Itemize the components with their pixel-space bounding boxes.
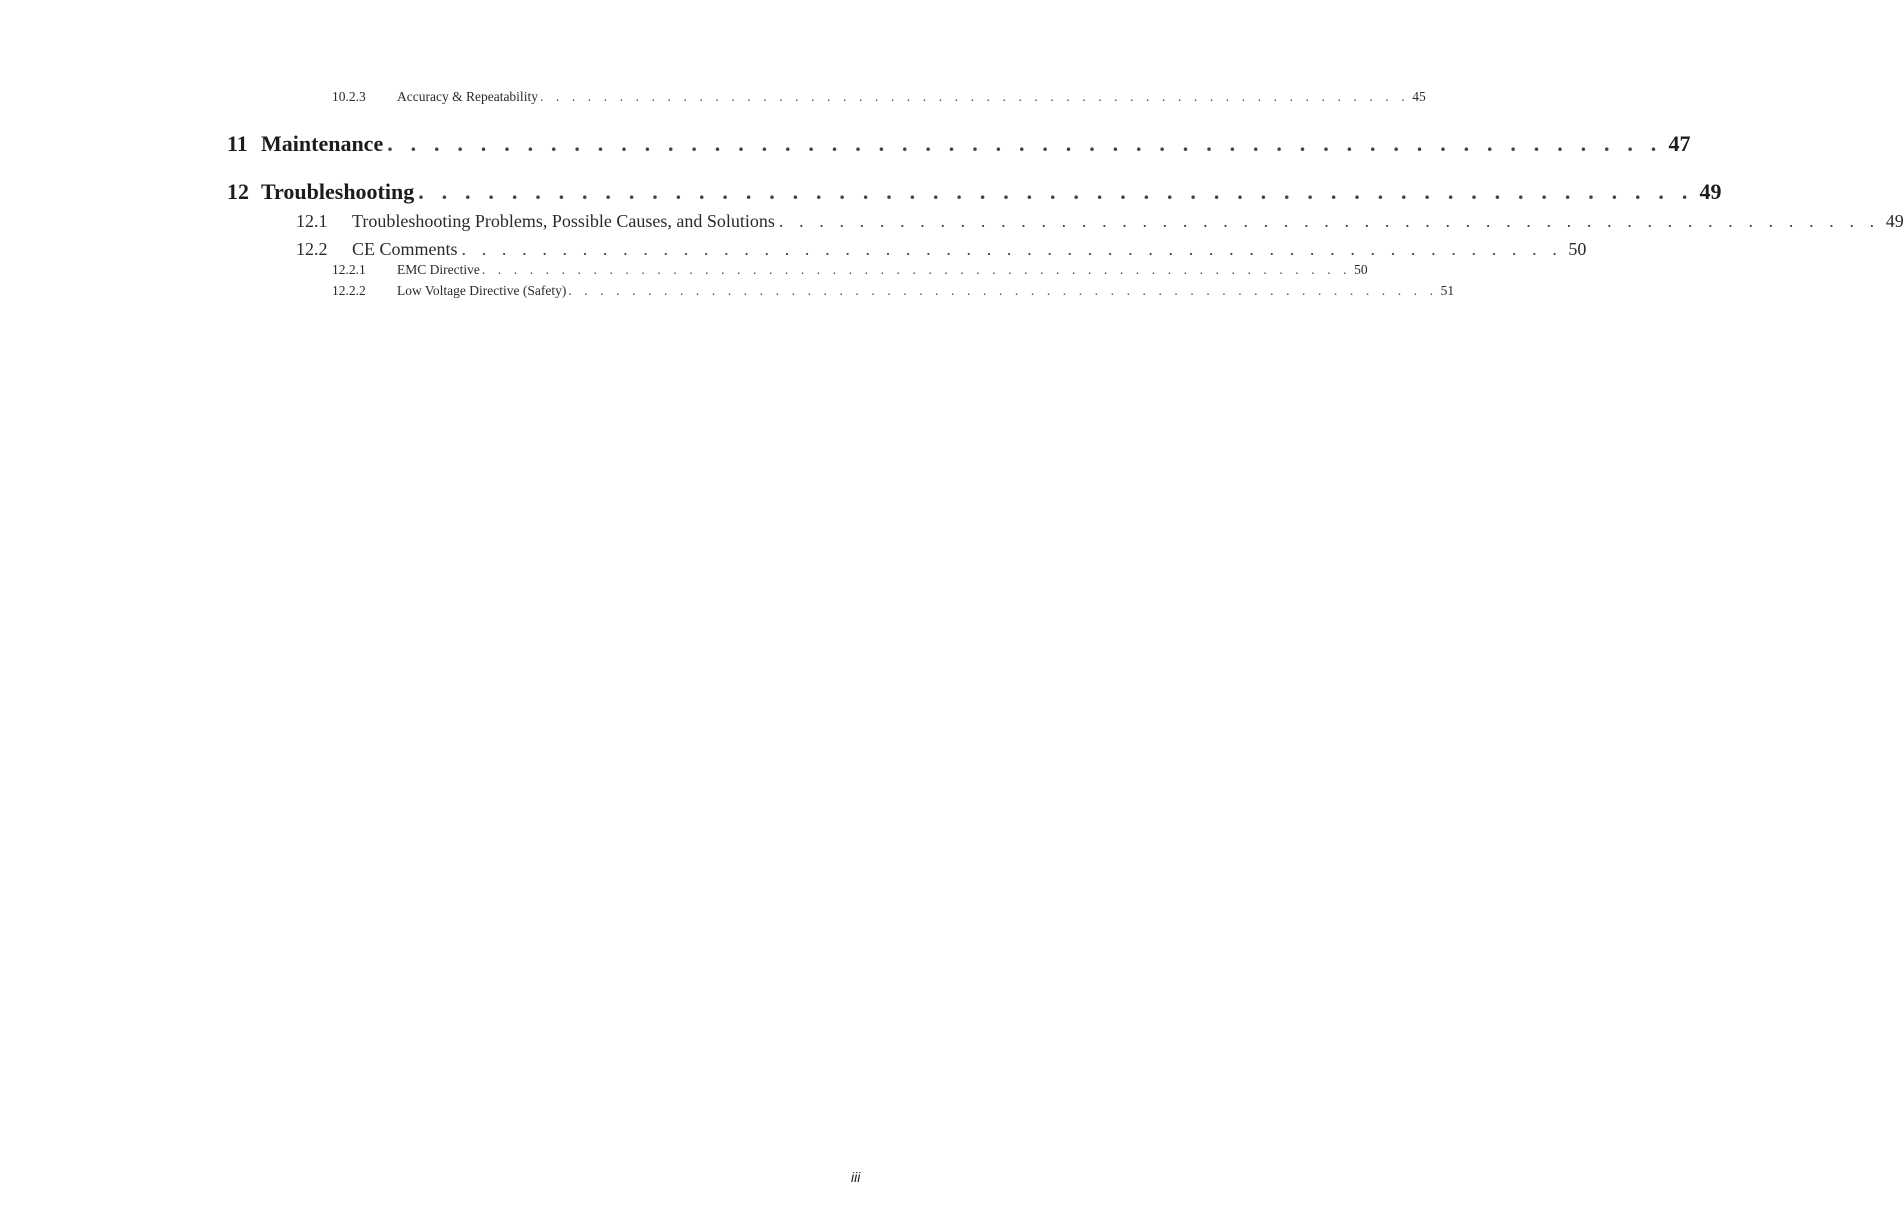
toc-entry-chapter-12[interactable]: [227, 179, 1722, 205]
dot-leader: . . . . . . . . . . . . . . . . . . . . . . . . . . . . . . . . . . . . . . . . . . . . . . . . . . . . . . .: [418, 179, 1694, 204]
toc-entry-page: 50: [1568, 239, 1587, 259]
toc-entry-chapter-11[interactable]: [227, 131, 1691, 157]
toc-entry-title: Troubleshooting: [261, 179, 415, 204]
toc-entry-page: 51: [1440, 283, 1455, 298]
toc-entry-number: 12: [227, 179, 249, 204]
toc-entry-page: 49: [1885, 211, 1904, 231]
toc-entry-12-2[interactable]: [296, 239, 1587, 260]
toc-entry-12-2-2[interactable]: [332, 283, 1455, 299]
toc-entry-title: Accuracy & Repeatability: [397, 89, 538, 104]
toc-entry-title: CE Comments: [352, 239, 458, 259]
toc-entry-page: 50: [1354, 262, 1368, 277]
toc-entry-page: 49: [1699, 179, 1722, 204]
toc-entry-10-2-3[interactable]: [332, 89, 1426, 105]
dot-leader: . . . . . . . . . . . . . . . . . . . . . . . . . . . . . . . . . . . . . . . . . . . . . . . . . . . . . . .: [539, 89, 1410, 104]
toc-entry-number: 12.2: [296, 239, 328, 259]
toc-entry-number: 12.1: [296, 211, 328, 231]
dot-leader: . . . . . . . . . . . . . . . . . . . . . . . . . . . . . . . . . . . . . . . . . . . . . . . . . . . . . . .: [481, 262, 1352, 277]
toc-entry-12-1[interactable]: [296, 211, 1904, 232]
dot-leader: . . . . . . . . . . . . . . . . . . . . . . . . . . . . . . . . . . . . . . . . . . . . . . . . . . . . . . .: [568, 283, 1438, 298]
dot-leader: . . . . . . . . . . . . . . . . . . . . . . . . . . . . . . . . . . . . . . . . . . . . . . . . . . . . . . .: [778, 211, 1880, 231]
toc-entry-number: 11: [227, 131, 248, 156]
page-number: iii: [851, 1169, 861, 1185]
toc-entry-page: 45: [1412, 89, 1426, 104]
dot-leader: . . . . . . . . . . . . . . . . . . . . . . . . . . . . . . . . . . . . . . . . . . . . . . . . . . . . . . .: [461, 239, 1563, 259]
toc-entry-number: 12.2.1: [332, 262, 366, 277]
toc-entry-12-2-1[interactable]: [332, 262, 1368, 278]
toc-entry-page: 47: [1668, 131, 1691, 156]
toc-entry-title: EMC Directive: [397, 262, 480, 277]
toc-entry-number: 12.2.2: [332, 283, 366, 298]
toc-entry-title: Low Voltage Directive (Safety): [397, 283, 567, 298]
toc-entry-title: Troubleshooting Problems, Possible Causes, and Solutions: [352, 211, 775, 231]
toc-entry-number: 10.2.3: [332, 89, 366, 104]
toc-entry-title: Maintenance: [261, 131, 384, 156]
dot-leader: . . . . . . . . . . . . . . . . . . . . . . . . . . . . . . . . . . . . . . . . . . . . . . . . . . . . . . .: [387, 131, 1663, 156]
